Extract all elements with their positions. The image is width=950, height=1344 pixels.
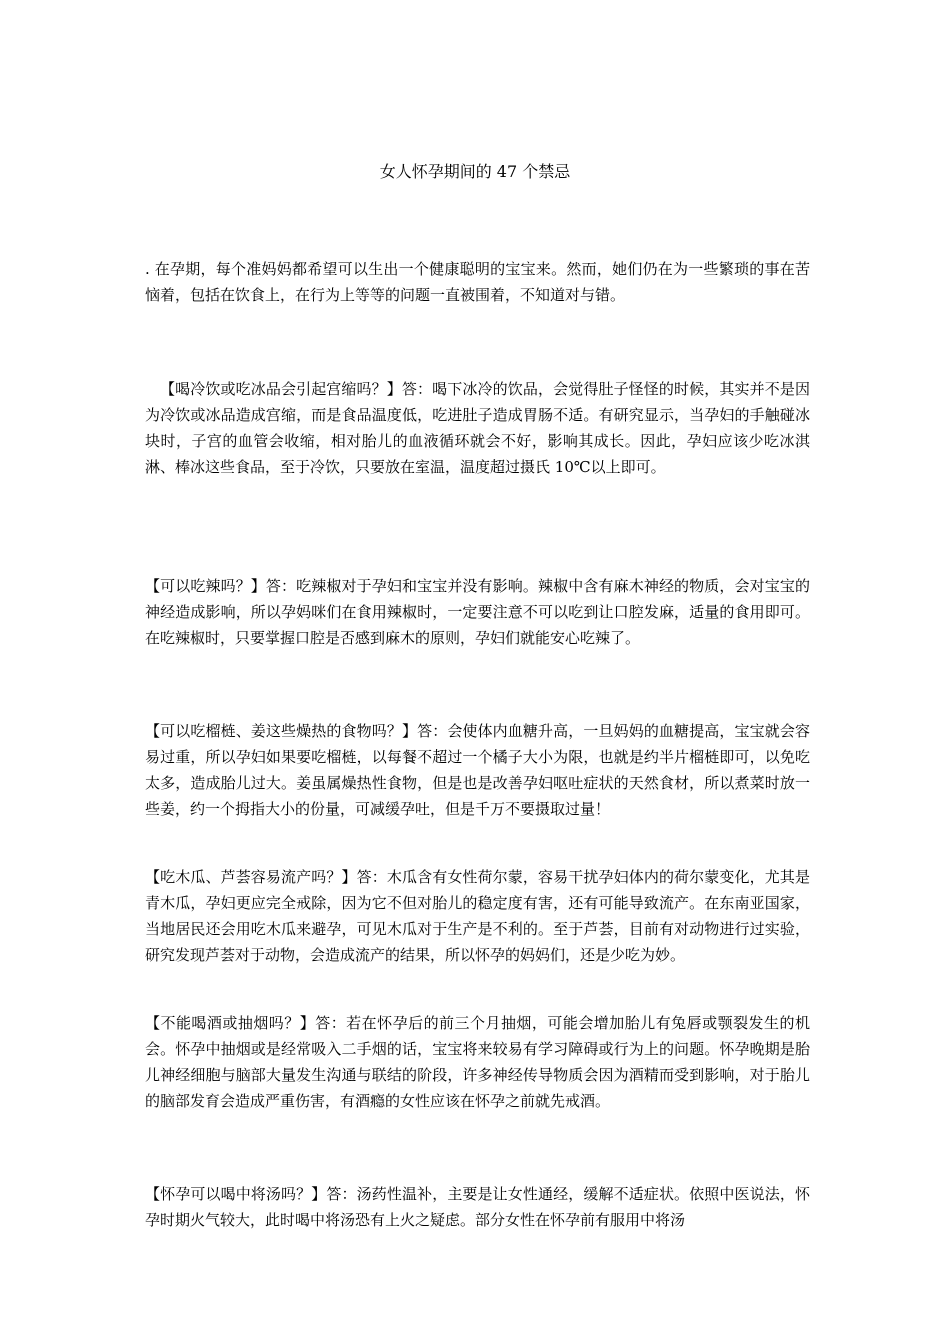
document-title: 女人怀孕期间的 47 个禁忌 — [379, 162, 571, 181]
qa-paragraph-spicy-food: 【可以吃辣吗？】答：吃辣椒对于孕妇和宝宝并没有影响。辣椒中含有麻木神经的物质，会对宝宝的神经造成影响，所以孕妈咪们在食用辣椒时，一定要注意不可以吃到让口腔发麻，适量的食用即可。在吃辣椒时，只要掌握口腔是否感到麻木的原则，孕妇们就能安心吃辣了。 — [145, 577, 810, 647]
qa-paragraph-papaya-aloe: 【吃木瓜、芦荟容易流产吗？】答：木瓜含有女性荷尔蒙，容易干扰孕妇体内的荷尔蒙变化，尤其是青木瓜，孕妇更应完全戒除，因为它不但对胎儿的稳定度有害，还有可能导致流产。在东南亚国家，当地居民还会用吃木瓜来避孕，可见木瓜对于生产是不利的。至于芦荟，目前有对动物进行过实验，研究发现芦荟对于动物，会造成流产的结果，所以怀孕的妈妈们，还是少吃为妙。 — [145, 868, 810, 964]
qa-paragraph-herbal-soup: 【怀孕可以喝中将汤吗？】答：汤药性温补，主要是让女性通经，缓解不适症状。依照中医说法，怀孕时期火气较大，此时喝中将汤恐有上火之疑虑。部分女性在怀孕前有服用中将汤 — [145, 1185, 810, 1229]
qa-paragraph-durian-ginger: 【可以吃榴梿、姜这些燥热的食物吗？】答：会使体内血糖升高，一旦妈妈的血糖提高，宝宝就会容易过重，所以孕妇如果要吃榴梿，以每餐不超过一个橘子大小为限，也就是约半片榴梿即可，以免吃太多，造成胎儿过大。姜虽属燥热性食物，但是也是改善孕妇呕吐症状的天然食材，所以煮菜时放一些姜，约一个拇指大小的份量，可减缓孕吐，但是千万不要摄取过量！ — [145, 722, 810, 818]
qa-paragraph-alcohol-smoking: 【不能喝酒或抽烟吗？】答：若在怀孕后的前三个月抽烟，可能会增加胎儿有兔唇或颚裂发生的机会。怀孕中抽烟或是经常吸入二手烟的话，宝宝将来较易有学习障碍或行为上的问题。怀孕晚期是胎儿神经细胞与脑部大量发生沟通与联结的阶段，许多神经传导物质会因为酒精而受到影响，对于胎儿的脑部发育会造成严重伤害，有酒瘾的女性应该在怀孕之前就先戒酒。 — [145, 1014, 810, 1110]
intro-paragraph: . 在孕期，每个准妈妈都希望可以生出一个健康聪明的宝宝来。然而，她们仍在为一些繁琐的事在苦恼着，包括在饮食上，在行为上等等的问题一直被围着，不知道对与错。 — [145, 260, 810, 304]
qa-paragraph-cold-drinks: 【喝冷饮或吃冰品会引起宫缩吗？】答：喝下冰冷的饮品，会觉得肚子怪怪的时候，其实并不是因为冷饮或冰品造成宫缩，而是食品温度低，吃进肚子造成胃肠不适。有研究显示，当孕妇的手触碰冰块时，子宫的血管会收缩，相对胎儿的血液循环就会不好，影响其成长。因此，孕妇应该少吃冰淇淋、棒冰这些食品，至于冷饮，只要放在室温，温度超过摄氏 10℃以上即可。 — [145, 380, 810, 476]
